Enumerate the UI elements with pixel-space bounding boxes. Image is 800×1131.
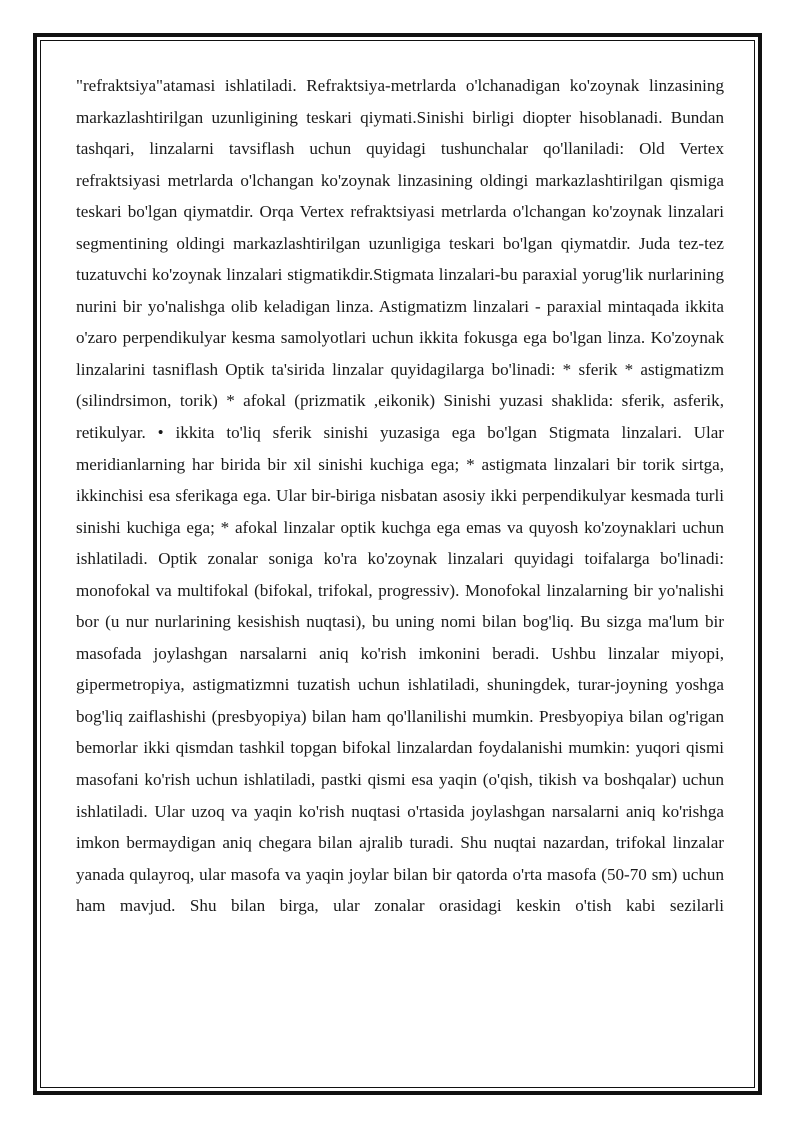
body-paragraph: "refraktsiya"atamasi ishlatiladi. Refraktsiya-metrlarda o'lchanadigan ko'zoynak linzasining markazlashtirilgan uzunligining teskari qiymati.Sinishi birligi diopter hisoblanadi. Bundan tashqari, linzalarni tavsiflash uchun quyidagi tushunchalar qo'llaniladi: Old Vertex refraktsiyasi metrlarda o'lchangan ko'zoynak linzasining oldingi markazlashtirilgan qismiga teskari bo'lgan qiymatdir. Orqa Vertex refraktsiyasi metrlarda o'lchangan ko'zoynak linzalari segmentining oldingi markazlashtirilgan uzunligiga teskari bo'lgan qiymatdir. Juda tez-tez tuzatuvchi ko'zoynak linzalari stigmatikdir.Stigmata linzalari-bu paraxial yorug'lik nurlarining nurini bir yo'nalishga olib keladigan linza. Astigmatizm linzalari - paraxial mintaqada ikkita o'zaro perpendikulyar kesma samolyotlari uchun ikkita fokusga ega bo'lgan linza. Ko'zoynak linzalarini tasniflash Optik ta'sirida linzalar quyidagilarga bo'linadi: * sferik * astigmatizm (silindrsimon, torik) * afokal (prizmatik ,eikonik) Sinishi yuzasi shaklida: sferik, asferik, retikulyar. • ikkita to'liq sferik sinishi yuzasiga ega bo'lgan Stigmata linzalari. Ular meridianlarning har birida bir xil sinishi kuchiga ega; * astigmata linzalari bir torik sirtga, ikkinchisi esa sferikaga ega. Ular bir-biriga nisbatan asosiy ikki perpendikulyar kesmada turli sinishi kuchiga ega; * afokal linzalar optik kuchga ega emas va quyosh ko'zoynaklari uchun ishlatiladi. Optik zonalar soniga ko'ra ko'zoynak linzalari quyidagi toifalarga bo'linadi: monofokal va multifokal (bifokal, trifokal, progressiv). Monofokal linzalarning bir yo'nalishi bor (u nur nurlarining kesishish nuqtasi), bu uning nomi bilan bog'liq. Bu sizga ma'lum bir masofada joylashgan narsalarni aniq ko'rish imkonini beradi. Ushbu linzalar miyopi, gipermetropiya, astigmatizmni tuzatish uchun ishlatiladi, shuningdek, turar-joyning yoshga bog'liq zaiflashishi (presbyopiya) bilan ham qo'llanilishi mumkin. Presbyopiya bilan og'rigan bemorlar ikki qismdan tashkil topgan bifokal linzalardan foydalanishi mumkin: yuqori qismi masofani ko'rish uchun ishlatiladi, pastki qismi esa yaqin (o'qish, tikish va boshqalar) uchun ishlatiladi. Ular uzoq va yaqin ko'rish nuqtasi o'rtasida joylashgan narsalarni aniq ko'rishga imkon bermaydigan aniq chegara bilan ajralib turadi. Shu nuqtai nazardan, trifokal linzalar yanada qulayroq, ular masofa va yaqin joylar bilan bir qatorda o'rta masofa (50-70 sm) uchun ham mavjud. Shu bilan birga, ular zonalar orasidagi keskin o'tish kabi sezilarli <box>76 76 724 916</box>
